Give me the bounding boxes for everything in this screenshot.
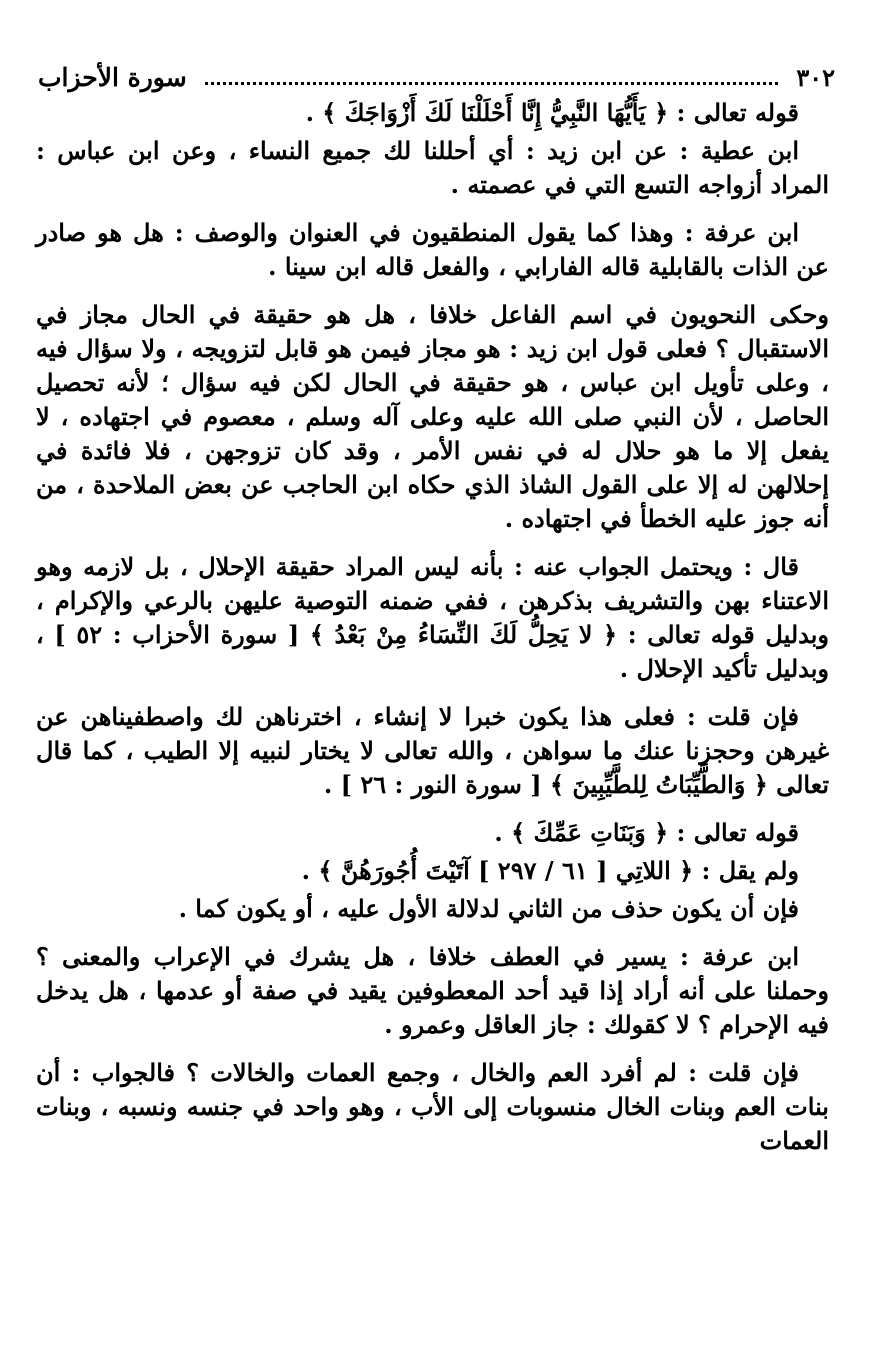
paragraph-ibn-arafa-1: ابن عرفة : وهذا كما يقول المنطقيون في العنوان والوصف : هل هو صادر عن الذات بالقابلية قاله الفارابي ، والفعل قاله ابن سينا . [36, 218, 829, 281]
paragraph-verse-1: قوله تعالى : ﴿ يَأَيُّهَا النَّبِيُّ إِنَّا أَحْلَلْنَا لَكَ أَزْوَاجَكَ ﴾ . [305, 98, 799, 127]
page-number: ٣٠٢ [796, 63, 835, 92]
paragraph-verse-3: ولم يقل : ﴿ اللاتِي [ ٦١ / ٢٩٧ ] آتَيْتَ أُجُورَهُنَّ ﴾ . [301, 856, 799, 885]
header-dotted-leader [205, 82, 779, 85]
paragraph-grammarians: وحكى النحويون في اسم الفاعل خلافا ، هل هو حقيقة في الحال مجاز في الاستقبال ؟ فعلى قول ابن زيد : هو مجاز فيمن هو قابل لتزويجه ، ولا سؤال فيه ، وعلى تأويل ابن عباس ، هو حقيقة في الحال لكن فيه سؤال ؛ لأنه تحصيل الحاصل ، لأن النبي صلى الله عليه وعلى آله وسلم ، معصوم في اجتهاده ، لا يفعل إلا ما هو حلال له في نفس الأمر ، وقد كان تزوجهن ، فلا فائدة في إحلالهن له إلا على القول الشاذ الذي حكاه ابن الحاجب عن بعض الملاحدة ، من أنه جوز عليه الخطأ في اجتهاده . [36, 300, 829, 533]
paragraph-ellipsis: فإن أن يكون حذف من الثاني لدلالة الأول عليه ، أو يكون كما . [178, 894, 799, 923]
paragraph-ibn-atiyya: ابن عطية : عن ابن زيد : أي أحللنا لك جميع النساء ، وعن ابن عباس : المراد أزواجه التسع التي في عصمته . [36, 136, 829, 199]
surah-title: سورة الأحزاب [38, 63, 187, 92]
paragraph-ibn-arafa-2: ابن عرفة : يسير في العطف خلافا ، هل يشرك في الإعراب والمعنى ؟ وحملنا على أنه أراد إذا قيد أحد المعطوفين يقيد في صفة أو عدمها ، هل يدخل فيه الإحرام ؟ لا كقولك : جاز العاقل وعمرو . [36, 942, 829, 1039]
paragraph-answer: قال : ويحتمل الجواب عنه : بأنه ليس المراد حقيقة الإحلال ، بل لازمه وهو الاعتناء بهن والتشريف بذكرهن ، ففي ضمنه التوصية عليهن بالرعي والإكرام ، وبدليل قوله تعالى : ﴿ لا يَحِلُّ لَكَ النِّسَاءُ مِنْ بَعْدُ ﴾ [ سورة الأحزاب : ٥٢ ] ، وبدليل تأكيد الإحلال . [36, 552, 830, 683]
paragraph-objection: فإن قلت : فعلى هذا يكون خبرا لا إنشاء ، اخترناهن لك واصطفيناهن عن غيرهن وحجزنا عنك ما سواهن ، والله تعالى لا يختار لنبيه إلا الطيب ، كما قال تعالى ﴿ وَالطَّيِّبَاتُ لِلطَّيِّبِينَ ﴾ [ سورة النور : ٢٦ ] . [36, 702, 829, 799]
running-header [38, 54, 835, 92]
paragraph-question: فإن قلت : لم أفرد العم والخال ، وجمع العمات والخالات ؟ فالجواب : أن بنات العم وبنات الخال منسوبات إلى الأب ، وهو واحد في جنسه ونسبه ، وبنات العمات [36, 1058, 829, 1155]
main-text [36, 96, 829, 1158]
paragraph-verse-2: قوله تعالى : ﴿ وَبَنَاتِ عَمِّكَ ﴾ . [494, 818, 799, 847]
